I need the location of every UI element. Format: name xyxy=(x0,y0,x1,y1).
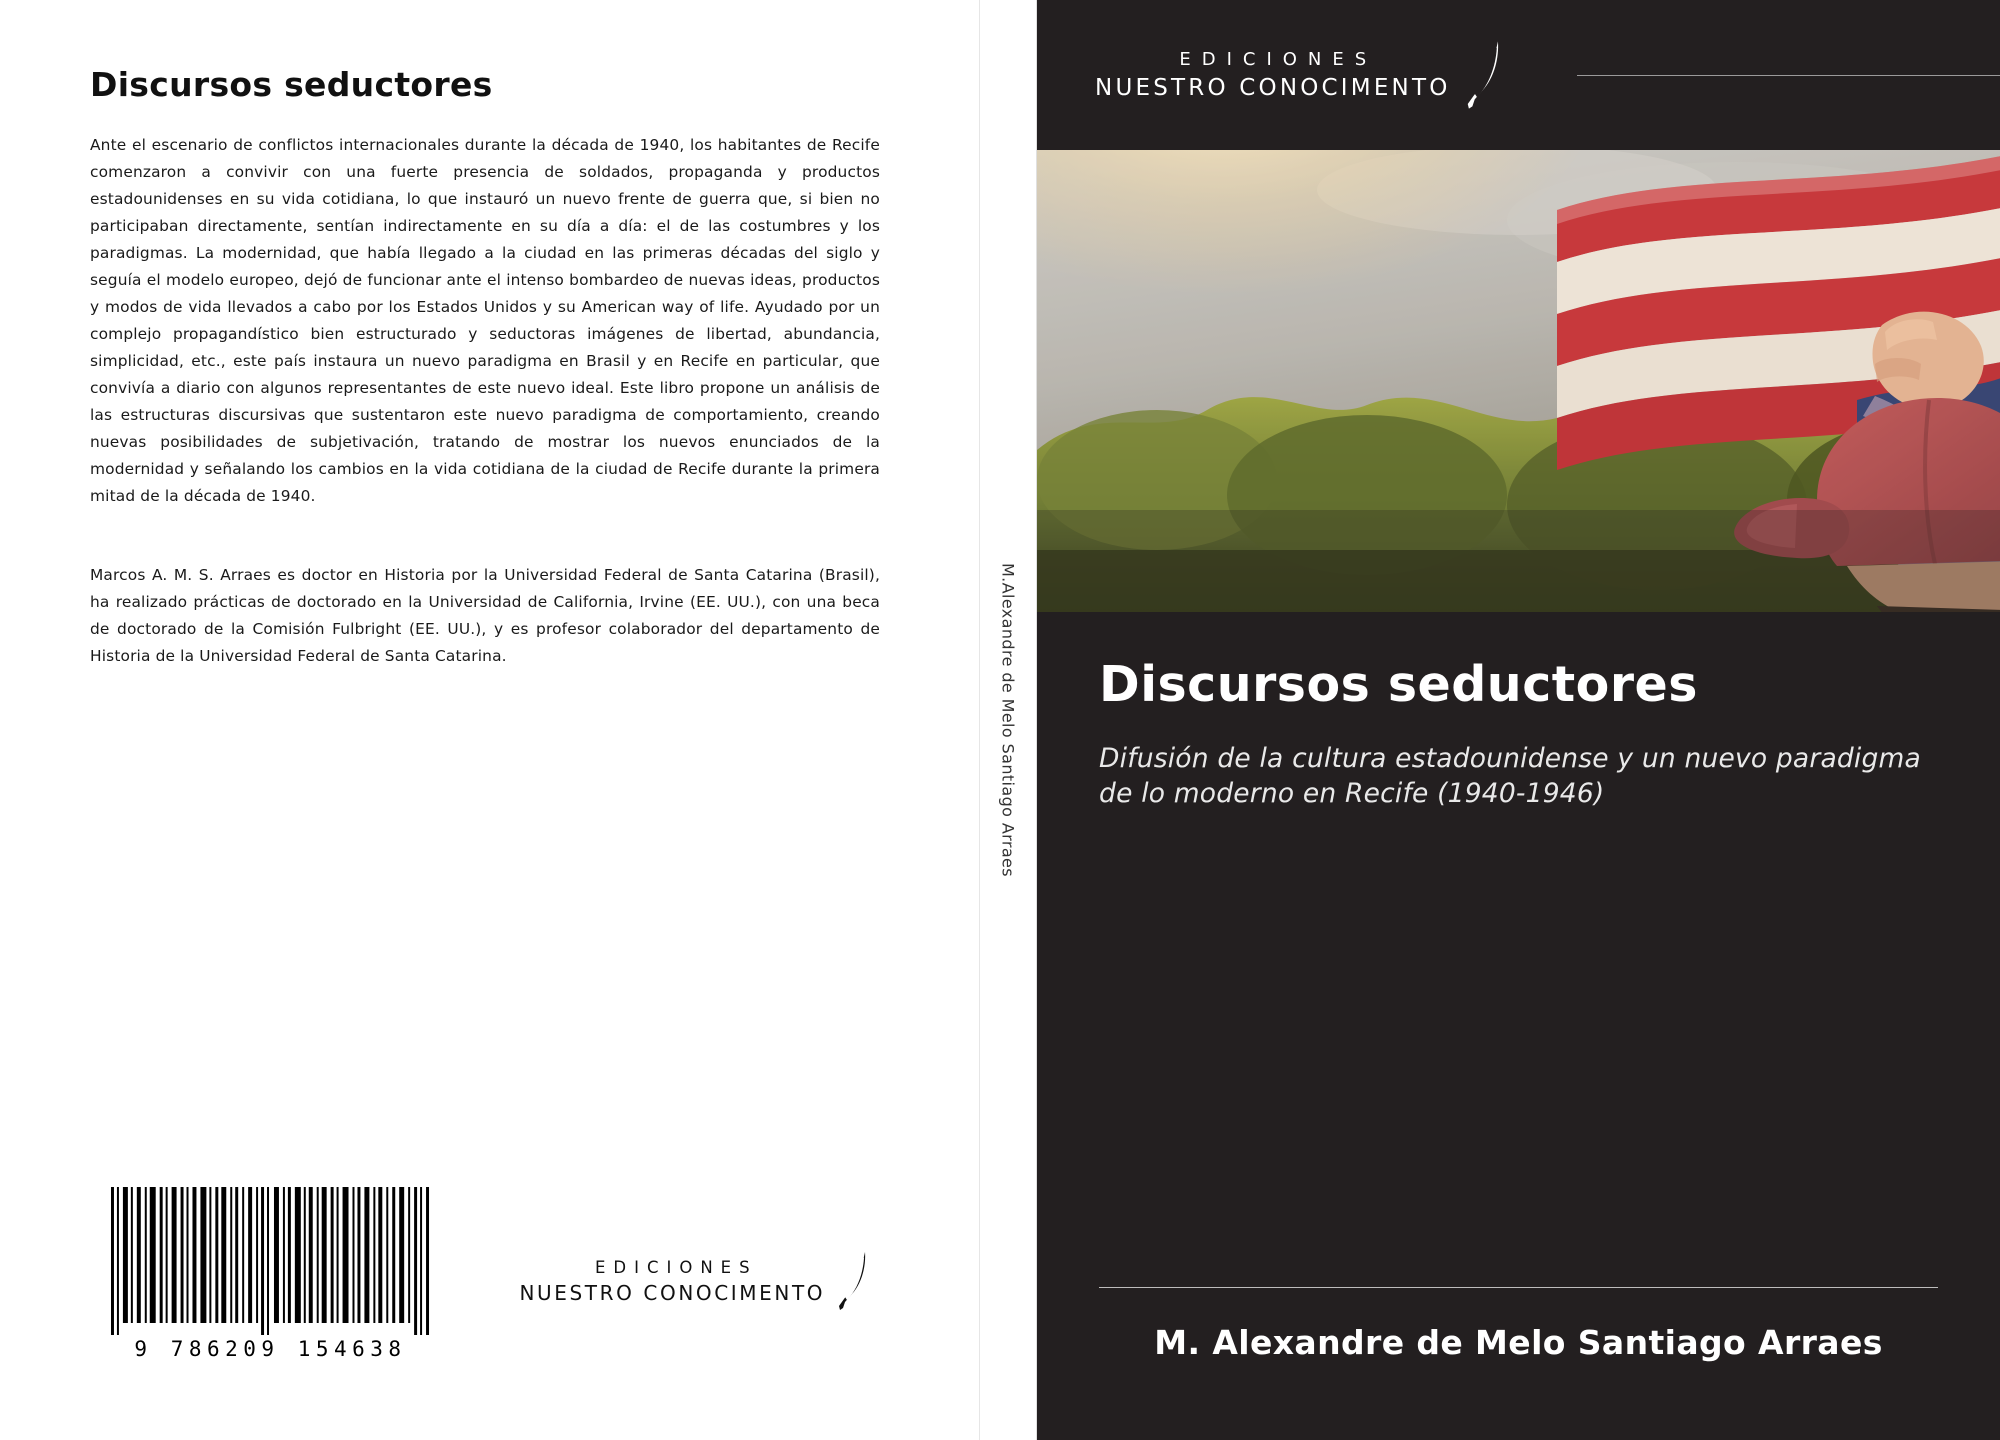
front-cover-author: M. Alexandre de Melo Santiago Arraes xyxy=(1154,1323,1883,1362)
publisher-name-line2: NUESTRO CONOCIMENTO xyxy=(519,1280,826,1305)
barcode-bars-icon xyxy=(109,1187,432,1335)
barcode xyxy=(98,1178,443,1378)
publisher-name-line1: EDICIONES xyxy=(594,1257,758,1277)
cover-photo-illustration xyxy=(1037,150,2000,612)
header-divider xyxy=(1577,75,2000,76)
author-biography: Marcos A. M. S. Arraes es doctor en Historia por la Universidad Federal de Santa Catarina (Brasil), ha realizado prácticas de doctorado en la Universidad de California, Irvine (EE. UU.), con una beca de doctorado de la Comisión Fulbright (EE. UU.), y es profesor colaborador del departamento de Historia de la Universidad Federal de Santa Catarina. xyxy=(90,566,880,665)
publisher-logo-front xyxy=(1095,39,1504,111)
back-cover xyxy=(0,0,979,1440)
back-cover-blurb: Ante el escenario de conflictos internacionales durante la década de 1940, los habitantes de Recife comenzaron a convivir con una fuerte presencia de soldados, propaganda y productos estadounidenses en su vida cotidiana, lo que instauró un nuevo frente de guerra que, si bien no participaban directamente, sentían indirectamente en su día a día: el de las costumbres y los paradigmas. La modernidad, que había llegado a la ciudad en las primeras décadas del siglo y seguía el modelo europeo, dejó de funcionar ante el intenso bombardeo de nuevas ideas, productos y modos de vida llevados a cabo por los Estados Unidos y su American way of life. Ayudado por un complejo propagandístico bien estructurado y seductoras imágenes de libertad, abundancia, simplicidad, etc., este país instaura un nuevo paradigma en Brasil y en Recife en particular, que convivía a diario con algunos representantes de este nuevo ideal. Este libro propone un análisis de las estructuras discursivas que sustentaron este nuevo paradigma de comportamiento, creando nuevas posibilidades de subjetivación, tratando de mostrar los nuevos enunciados de la modernidad y señalando los cambios en la vida cotidiana de la ciudad de Recife durante la primera mitad de la década de 1940. xyxy=(90,136,880,505)
publisher-logo-back xyxy=(519,1250,871,1312)
publisher-logo-text xyxy=(519,1258,825,1305)
back-cover-title: Discursos seductores xyxy=(90,65,493,104)
spine-author-text: M.Alexandre de Melo Santiago Arraes xyxy=(998,562,1018,878)
front-cover-header xyxy=(1037,0,2000,150)
front-cover-subtitle: Difusión de la cultura estadounidense y un nuevo paradigma de lo moderno en Recife (1940-1946) xyxy=(1099,742,1921,809)
quill-pen-icon xyxy=(1463,39,1505,111)
publisher-name-line1-front: EDICIONES xyxy=(1179,49,1378,70)
quill-pen-icon xyxy=(835,1250,871,1312)
author-divider xyxy=(1099,1287,1938,1288)
publisher-name-line2-front: NUESTRO CONOCIMENTO xyxy=(1095,75,1451,101)
front-cover-title: Discursos seductores xyxy=(1099,656,1698,713)
front-cover-text-block xyxy=(1037,612,2000,812)
barcode-number: 9 786209 154638 xyxy=(134,1337,407,1361)
book-spine xyxy=(979,0,1037,1440)
cover-photo xyxy=(1037,150,2000,612)
publisher-logo-text-front xyxy=(1095,49,1450,101)
front-cover xyxy=(1037,0,2000,1440)
